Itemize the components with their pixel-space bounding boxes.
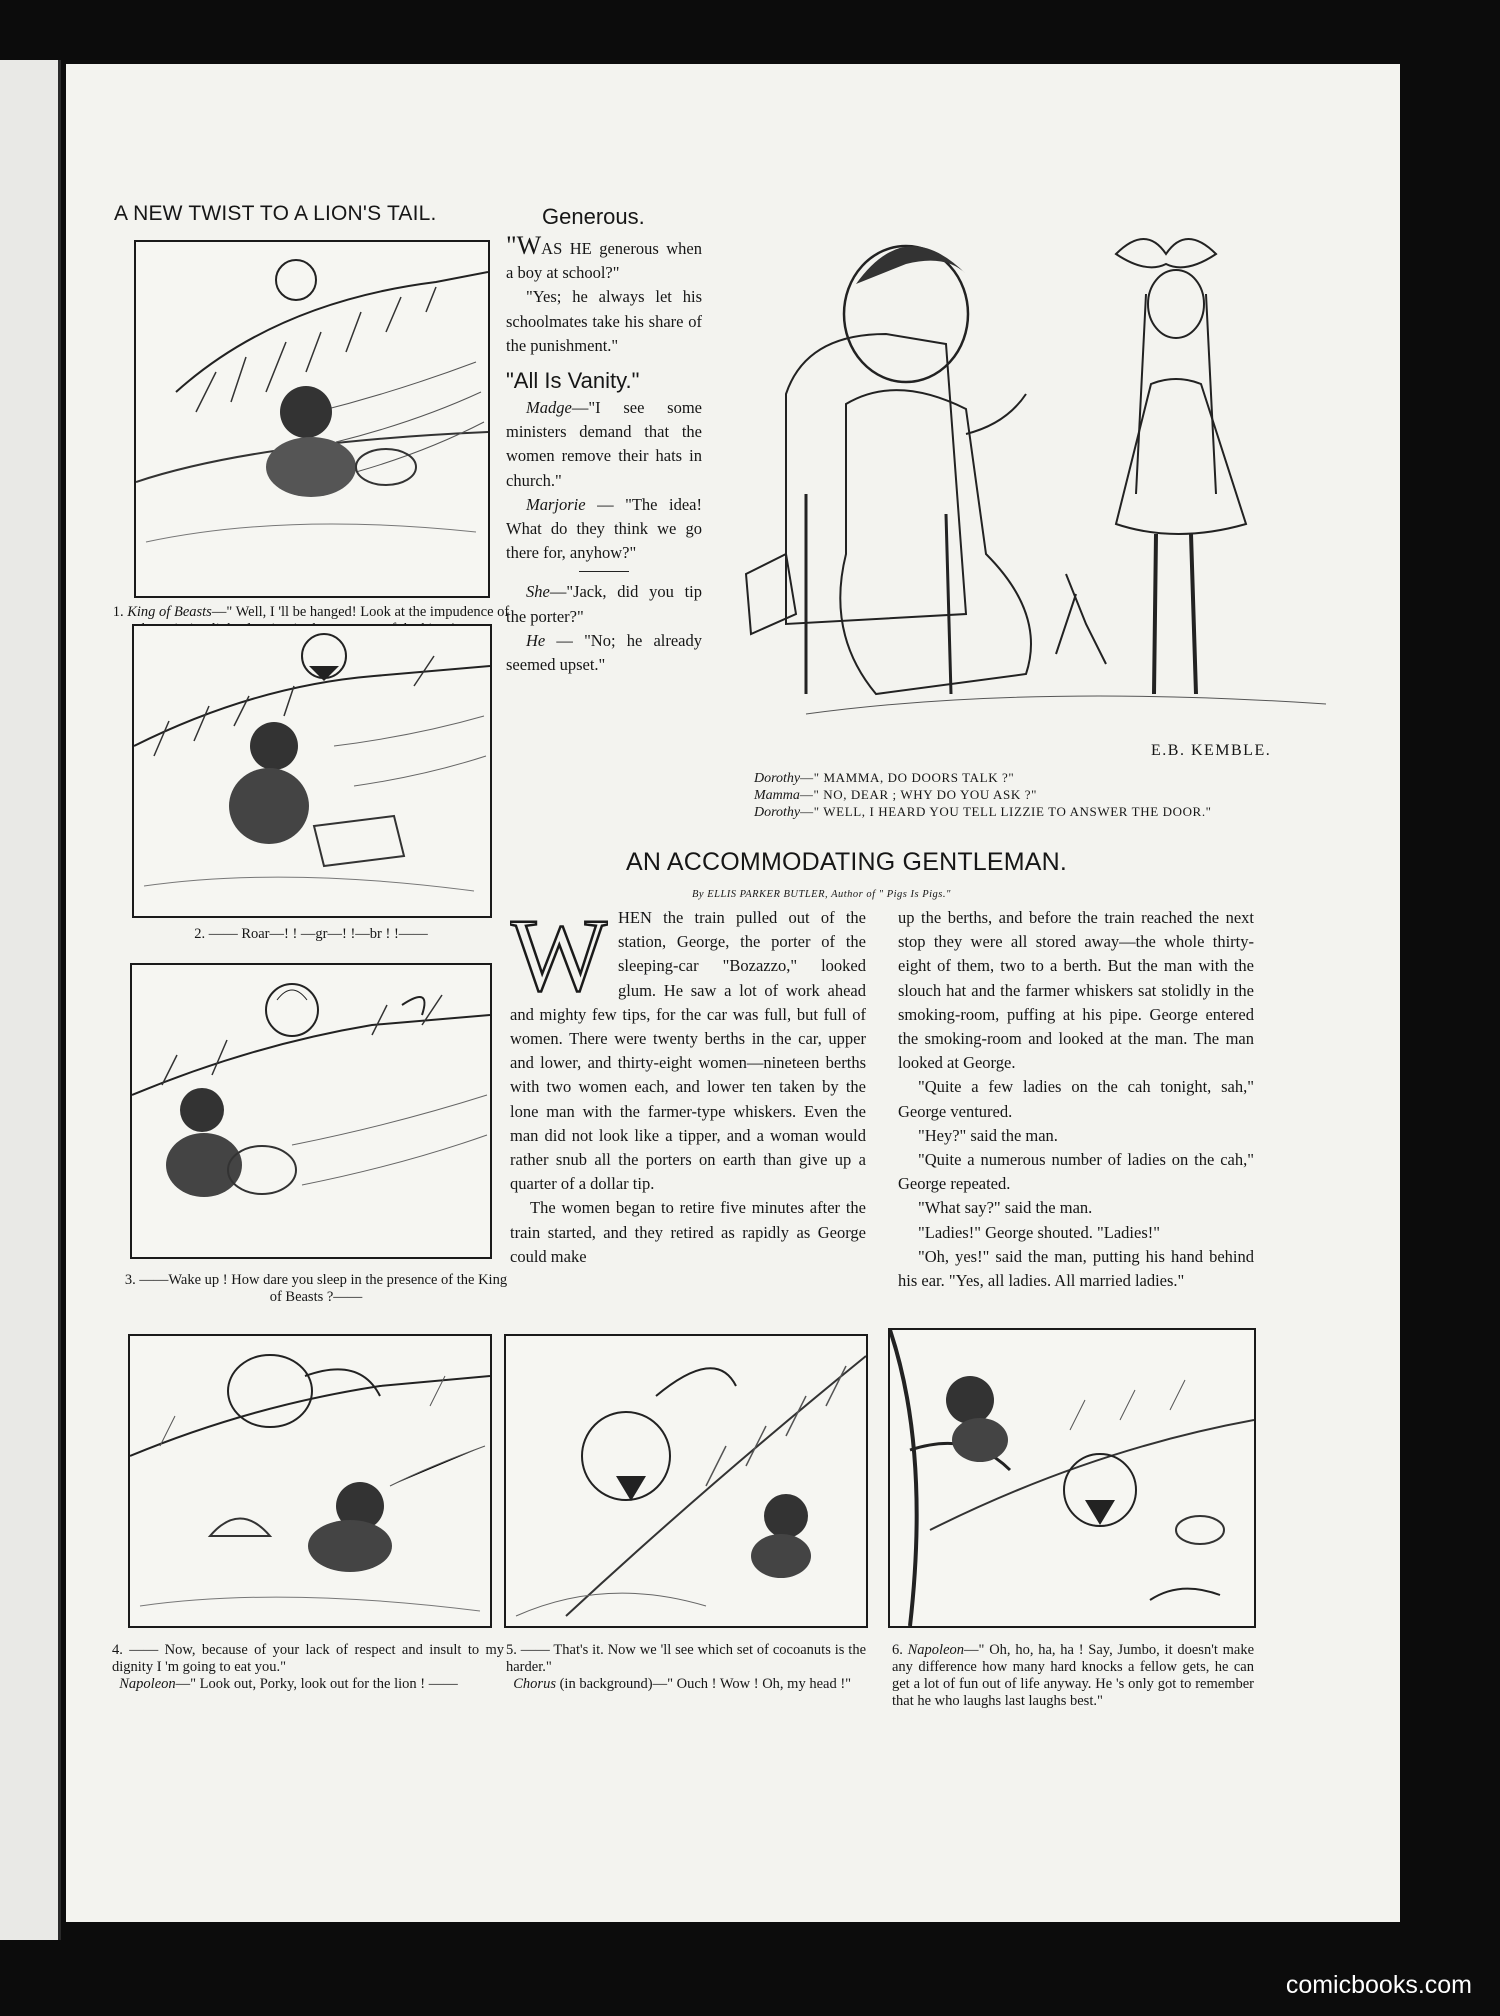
comic-caption-2: 2. —— Roar—! ! —gr—! !—br ! !—— [194,926,428,942]
generous-title: Generous. [542,204,645,229]
comic-title: A NEW TWIST TO A LION'S TAIL. [114,202,437,225]
story-column-1: W HEN the train pulled out of the station, George, the porter of the sleeping-car "Bozazzo," looked glum. He saw a lot of work ahead and mighty few tips, for the car was full, but full of women. There were twenty berths in the car, upper and lower, and thirty-eight women—nineteen berths with two women each, and lower ten taken by the lone man with the farmer-type whiskers. Even the man did not look like a tipper, and a woman would rather snub all the porters on earth than give up a quarter of a dollar tip. The women began to retire five minutes after the train started, and they retired as rapidly as George could make [510,906,866,1269]
cartoon-dialogue: Dorothy—" MAMMA, DO DOORS TALK ?" Mamma—" NO, DEAR ; WHY DO YOU ASK ?" Dorothy—" WELL, I HEARD YOU TELL LIZZIE TO ANSWER THE DOOR." [754,770,1212,820]
comic-panel-5 [504,1334,868,1628]
magazine-page [66,64,1400,1922]
story-byline: By ELLIS PARKER BUTLER, Author of " Pigs Is Pigs." [692,889,951,900]
story-column-2: up the berths, and before the train reached the next stop they were all stored away—the whole thirty-eight of them, two to a berth. But the man with the slouch hat and the farmer whiskers sat stolidly in the smoking-room, puffing at his pipe. George entered the smoking-room and looked at the man. The man looked at George. "Quite a few ladies on the cah tonight, sah," George ventured. "Hey?" said the man. "Quite a numerous number of ladies on the cah," George repeated. "What say?" said the man. "Ladies!" George shouted. "Ladies!" "Oh, yes!" said the man, putting his hand behind his ear. "Yes, all ladies. All married ladies." [898,908,1254,1291]
kemble-cartoon [726,194,1366,764]
generous-article [506,204,702,677]
vanity-title: "All Is Vanity." [506,368,640,394]
facing-page-edge [0,60,61,1940]
divider [579,571,629,572]
comic-caption-1: 1. King of Beasts—" Well, I 'll be hanged! Look at the impudence of [112,604,510,620]
comic-panel-4 [128,1334,492,1628]
comic-panel-6 [888,1328,1256,1628]
comic-panel-2 [132,624,492,918]
story-title: AN ACCOMMODATING GENTLEMAN. [626,848,1068,876]
vanity-body: Madge—"I see some ministers demand that the women remove their hats in church." Marjorie — "The idea! What do they think we go there for, anyhow?" She—"Jack, did you tip the porter?" He — "No; he already seemed upset." [506,398,702,675]
svg-text:W: W [510,912,608,998]
site-watermark: comicbooks.com [1285,1971,1472,1999]
comic-caption-4: 4. —— Now, because of your lack of respect and insult to my dignity I 'm going to eat you." Napoleon—" Look out, Porky, look out for the lion ! —— [112,1642,504,1692]
generous-body: "WAS HE generous when a boy at school?" "Yes; he always let his schoolmates take his share of the punishment." [506,231,702,355]
comic-caption-5: 5. —— That's it. Now we 'll see which set of cocoanuts is the harder." Chorus (in background)—" Ouch ! Wow ! Oh, my head !" [506,1642,867,1692]
comic-panel-3 [130,963,492,1259]
comic-caption-6: 6. Napoleon—" Oh, ho, ha, ha ! Say, Jumbo, it doesn't make any difference how many hard knocks a fellow gets, he can get a lot of fun out of life anyway. He 's only got to remember that he who laughs last laughs best." [892,1642,1255,1709]
artist-signature: E.B. KEMBLE. [1151,742,1272,759]
comic-caption-3: 3. ——Wake up ! How dare you sleep in the presence of the King of Beasts ?—— [124,1272,508,1305]
comic-panel-1 [134,240,490,598]
mother-daughter-illustration [726,194,1366,764]
drop-cap-w [510,912,608,998]
